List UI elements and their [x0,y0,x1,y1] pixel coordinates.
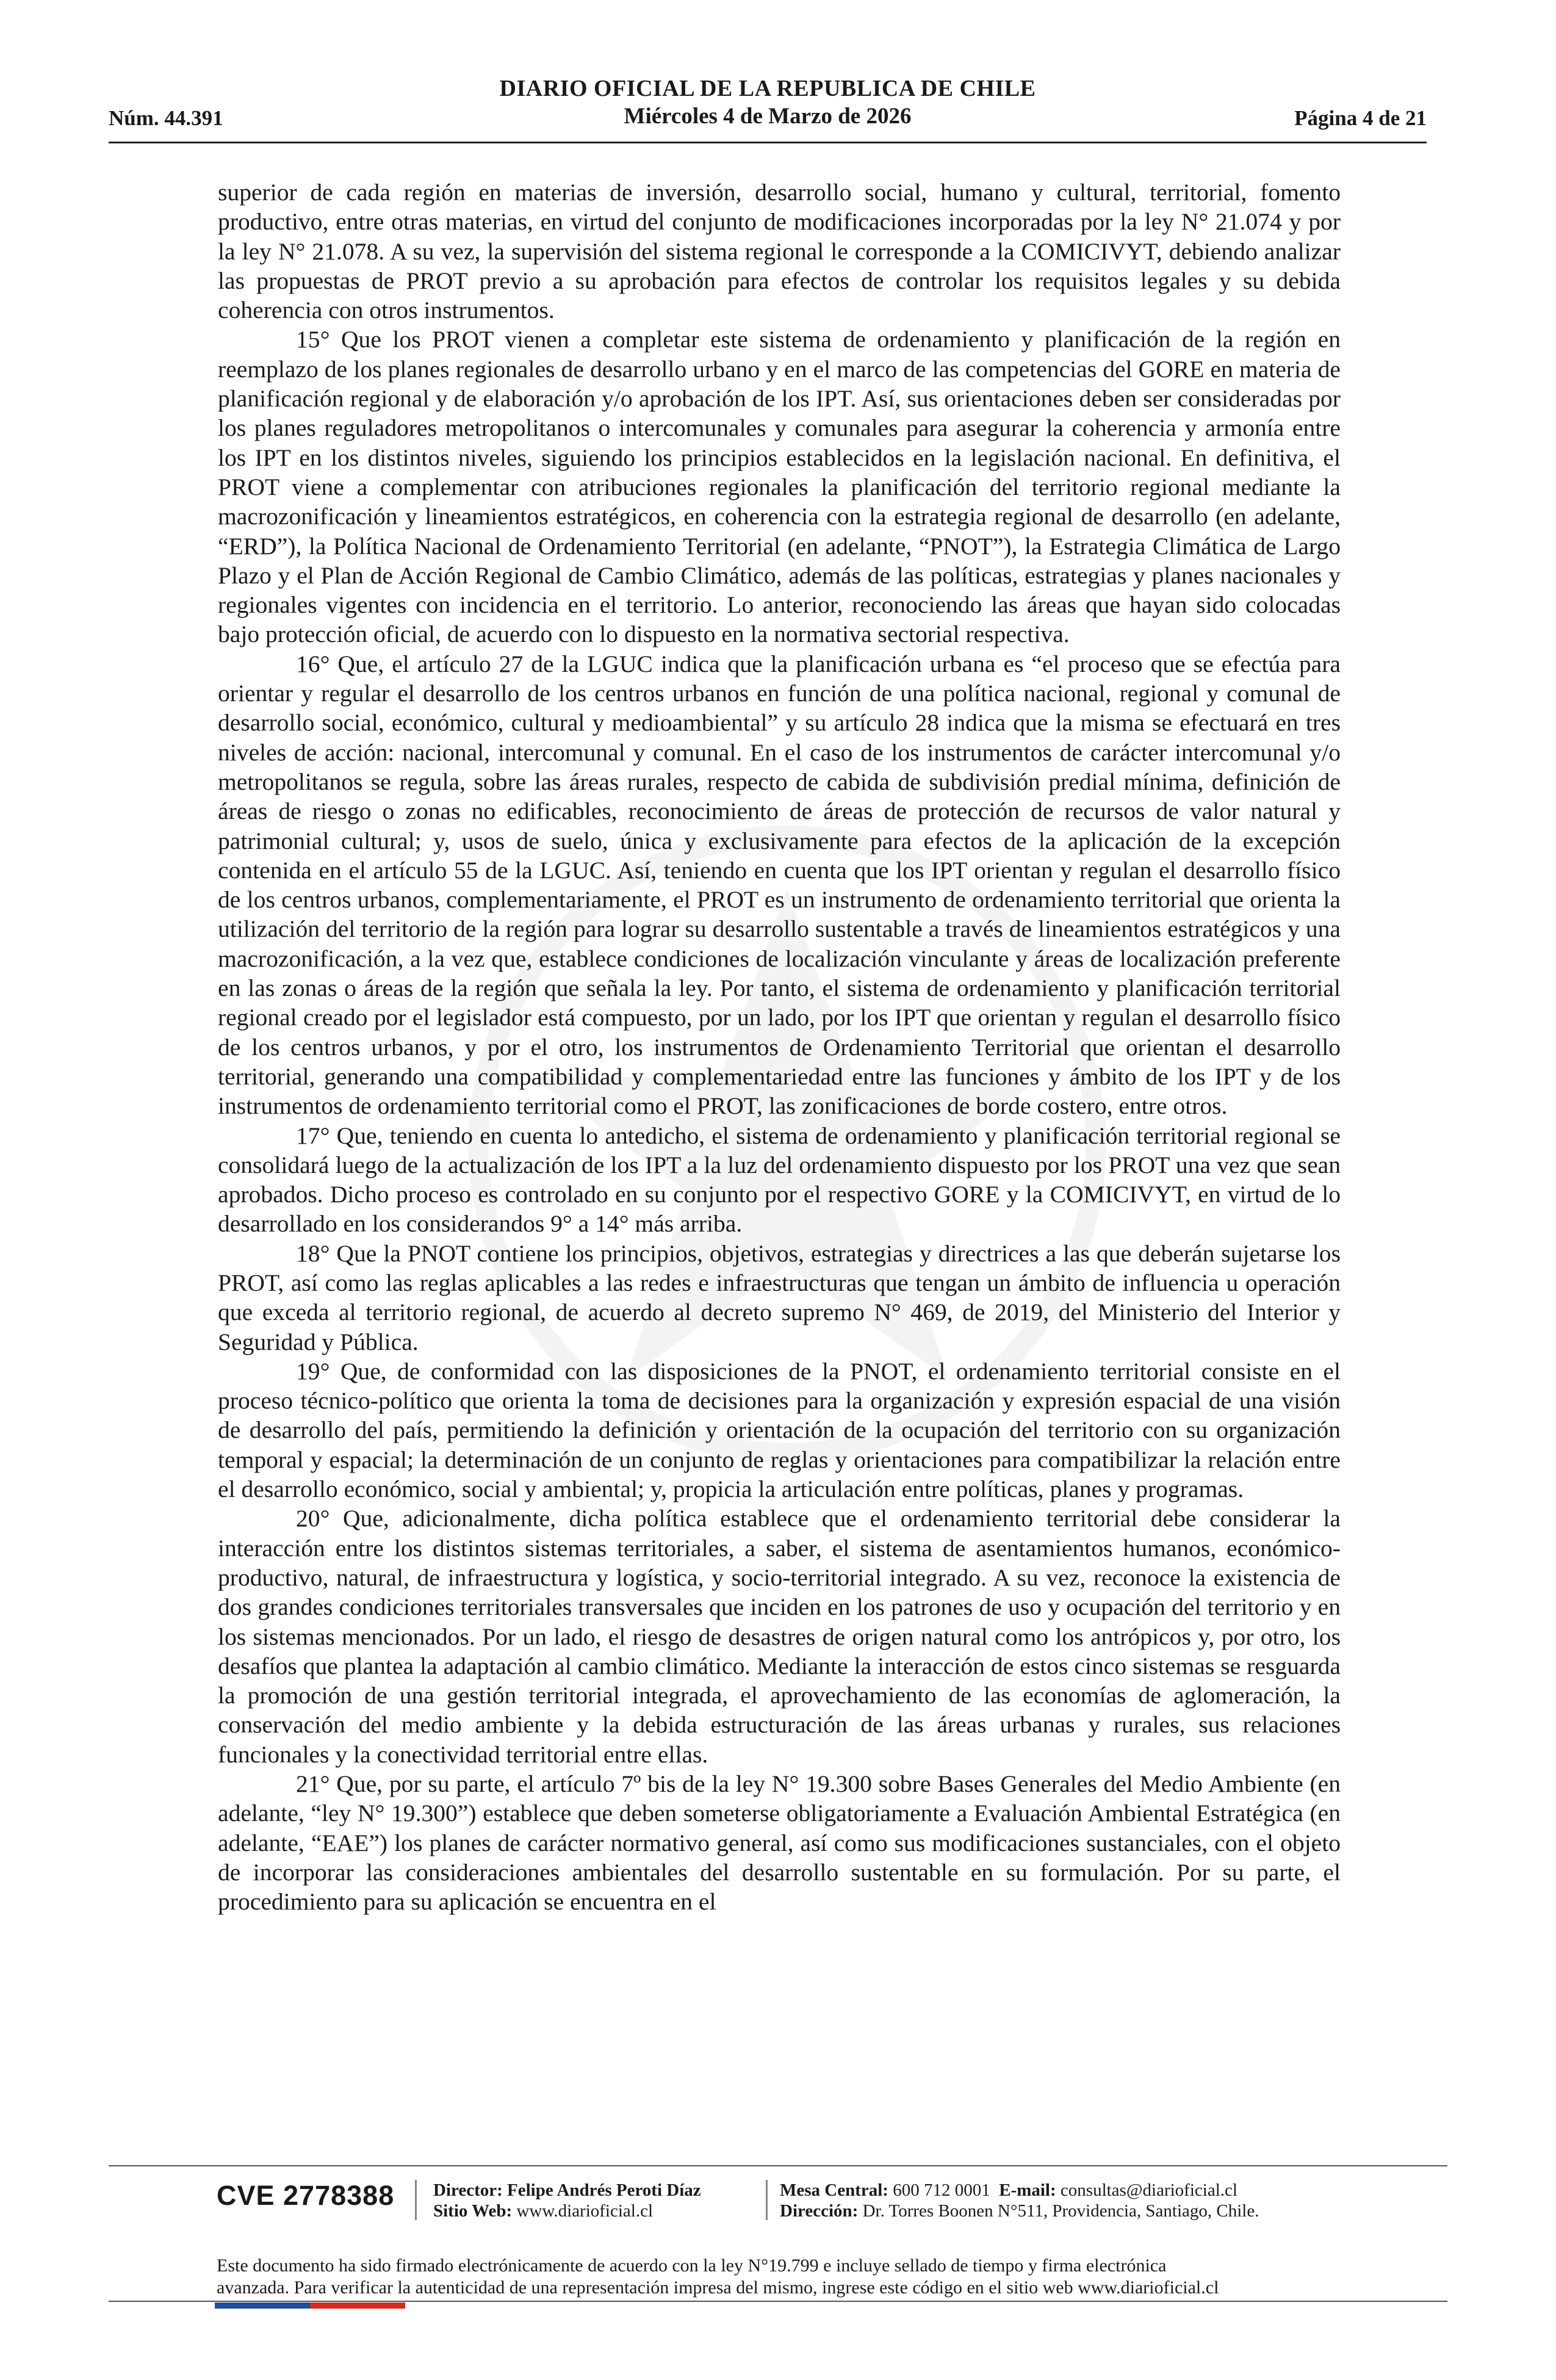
paragraph-17: 17° Que, teniendo en cuenta lo antedicho, el sistema de ordenamiento y planificación territorial regional se consolidará luego de la actualización de los IPT a la luz del ordenamiento dispuesto por los PROT una vez que sean aprobados. Dicho proceso es controlado en su conjunto por el respectivo GORE y la COMICIVYT, en virtud de lo desarrollado en los considerandos 9° a 14° más arriba. [218,1122,1341,1238]
issue-date: Miércoles 4 de Marzo de 2026 [624,104,912,129]
newspaper-title: DIARIO OFICIAL DE LA REPUBLICA DE CHILE [499,76,1036,101]
website-link[interactable]: www.diarioficial.cl [516,2201,654,2221]
paragraph-20: 20° Que, adicionalmente, dicha política establece que el ordenamiento territorial debe considerar la interacción entre los distintos sistemas territoriales, a saber, el sistema de asentamientos humanos, económico-productivo, natural, de infraestructura y logística, y socio-territorial integrado. A su vez, reconoce la existencia de dos grandes condiciones territoriales transversales que inciden en los patrones de uso y ocupación del territorio y en los sistemas mencionados. Por un lado, el riesgo de desastres de origen natural como los antrópicos y, por otro, los desafíos que plantea la adaptación al cambio climático. Mediante la interacción de estos cinco sistemas se resguarda la promoción de una gestión territorial integrada, el aprovechamiento de las economías de aglomeración, la conservación del medio ambiente y la debida estructuración de las áreas urbanas y rurales, sus relaciones funcionales y la conectividad territorial entre ellas. [218,1505,1341,1768]
notice-line-2: avanzada. Para verificar la autenticidad de una representación impresa del mismo, ingrese este código en el sitio web www.diarioficial.cl [217,2277,1219,2298]
flag-color-bar [215,2302,405,2309]
address-line [780,2201,1259,2221]
director-label: Director: [433,2180,503,2200]
contact-block [780,2180,1259,2221]
header-center [109,74,1427,131]
email-link[interactable]: consultas@diarioficial.cl [1060,2180,1237,2200]
cve-code: CVE 2778388 [217,2180,395,2211]
document-body [218,178,1341,1917]
footer-divider-bottom [109,2301,1447,2302]
footer-separator [766,2180,768,2220]
notice-line-1: Este documento ha sido firmado electrónicamente de acuerdo con la ley N°19.799 e incluye sellado de tiempo y firma electrónica [217,2256,1167,2276]
header-divider [109,142,1427,143]
email-label: E-mail: [999,2180,1056,2200]
paragraph-15: 15° Que los PROT vienen a completar este sistema de ordenamiento y planificación de la región en reemplazo de los planes regionales de desarrollo urbano y en el marco de las competencias del GORE en materia de planificación regional y de elaboración y/o aprobación de los IPT. Así, sus orientaciones deben ser consideradas por los planes reguladores metropolitanos o intercomunales y comunales para asegurar la coherencia y armonía entre los IPT en los distintos niveles, siguiendo los principios establecidos en la legislación nacional. En definitiva, el PROT viene a complementar con atribuciones regionales la planificación del territorio regional mediante la macrozonificación y lineamientos estratégicos, en coherencia con la estrategia regional de desarrollo (en adelante, “ERD”), la Política Nacional de Ordenamiento Territorial (en adelante, “PNOT”), la Estrategia Climática de Largo Plazo y el Plan de Acción Regional de Cambio Climático, además de las políticas, estrategias y planes nacionales y regionales vigentes con incidencia en el territorio. Lo anterior, reconociendo las áreas que hayan sido colocadas bajo protección oficial, de acuerdo con lo dispuesto en la normativa sectorial respectiva. [218,326,1341,648]
address-text: Dr. Torres Boonen N°511, Providencia, Santiago, Chile. [862,2201,1259,2221]
paragraph-19: 19° Que, de conformidad con las disposiciones de la PNOT, el ordenamiento territorial consiste en el proceso técnico-político que orienta la toma de decisiones para la organización y expresión espacial de una visión de desarrollo del país, permitiendo la definición y orientación de la ocupación del territorio con su organización temporal y espacial; la determinación de un conjunto de reglas y orientaciones para compatibilizar la relación entre el desarrollo económico, social y ambiental; y, propicia la articulación entre políticas, planes y programas. [218,1357,1341,1503]
footer-separator [415,2180,417,2220]
paragraph-continued: superior de cada región en materias de inversión, desarrollo social, humano y cultural, territorial, fomento productivo, entre otras materias, en virtud del conjunto de modificaciones incorporadas por la ley N° 21.074 y por la ley N° 21.078. A su vez, la supervisión del sistema regional le corresponde a la COMICIVYT, debiendo analizar las propuestas de PROT previo a su aprobación para efectos de controlar los requisitos legales y su debida coherencia con otros instrumentos. [218,179,1341,324]
paragraph-16: 16° Que, el artículo 27 de la LGUC indica que la planificación urbana es “el proceso que se efectúa para orientar y regular el desarrollo de los centros urbanos en función de una política nacional, regional y comunal de desarrollo social, económico, cultural y medioambiental” y su artículo 28 indica que la misma se efectuará en tres niveles de acción: nacional, intercomunal y comunal. En el caso de los instrumentos de carácter intercomunal y/o metropolitanos se regula, sobre las áreas rurales, respecto de cabida de subdivisión predial mínima, definición de áreas de riesgo o zonas no edificables, reconocimiento de áreas de protección de recursos de valor natural y patrimonial cultural; y, usos de suelo, única y exclusivamente para efectos de la aplicación de la excepción contenida en el artículo 55 de la LGUC. Así, teniendo en cuenta que los IPT orientan y regulan el desarrollo físico de los centros urbanos, complementariamente, el PROT es un instrumento de ordenamiento territorial que orienta la utilización del territorio de la región para lograr su desarrollo sustentable a través de lineamientos estratégicos y una macrozonificación, a la vez que, establece condiciones de localización vinculante y áreas de localización preferente en las zonas o áreas de la región que señala la ley. Por tanto, el sistema de ordenamiento y planificación territorial regional creado por el legislador está compuesto, por un lado, por los IPT que orientan y regulan el desarrollo físico de los centros urbanos, y por el otro, los instrumentos de Ordenamiento Territorial que orientan el desarrollo territorial, generando una compatibilidad y complementariedad entre las funciones y ámbito de los IPT y de los instrumentos de ordenamiento territorial como el PROT, las zonificaciones de borde costero, entre otros. [218,650,1341,1120]
flag-blue-segment [215,2302,310,2309]
page-number: Página 4 de 21 [1294,106,1427,130]
flag-red-segment [310,2302,405,2309]
director-block [433,2180,701,2221]
issue-number: Núm. 44.391 [109,106,223,130]
address-label: Dirección: [780,2201,859,2221]
phone-label: Mesa Central: [780,2180,888,2200]
director-line [433,2180,701,2201]
phone-email-line [780,2180,1259,2201]
paragraph-21: 21° Que, por su parte, el artículo 7º bis de la ley N° 19.300 sobre Bases Generales del Medio Ambiente (en adelante, “ley N° 19.300”) establece que deben someterse obligatoriamente a Evaluación Ambiental Estratégica (en adelante, “EAE”) los planes de carácter normativo general, así como sus modificaciones sustanciales, con el objeto de incorporar las consideraciones ambientales del desarrollo sustentable en su formulación. Por su parte, el procedimiento para su aplicación se encuentra en el [218,1770,1341,1916]
signature-notice [217,2255,1376,2299]
website-label: Sitio Web: [433,2201,513,2221]
page-header [109,74,1427,142]
paragraph-18: 18° Que la PNOT contiene los principios, objetivos, estrategias y directrices a las que deberán sujetarse los PROT, así como las reglas aplicables a las redes e infraestructuras que tengan un ámbito de influencia u operación que exceda al territorio regional, de acuerdo al decreto supremo N° 469, de 2019, del Ministerio del Interior y Seguridad y Pública. [218,1239,1341,1355]
phone-number: 600 712 0001 [893,2180,990,2200]
website-line [433,2201,701,2221]
footer-divider-top [109,2165,1447,2166]
director-name: Felipe Andrés Peroti Díaz [507,2180,701,2200]
